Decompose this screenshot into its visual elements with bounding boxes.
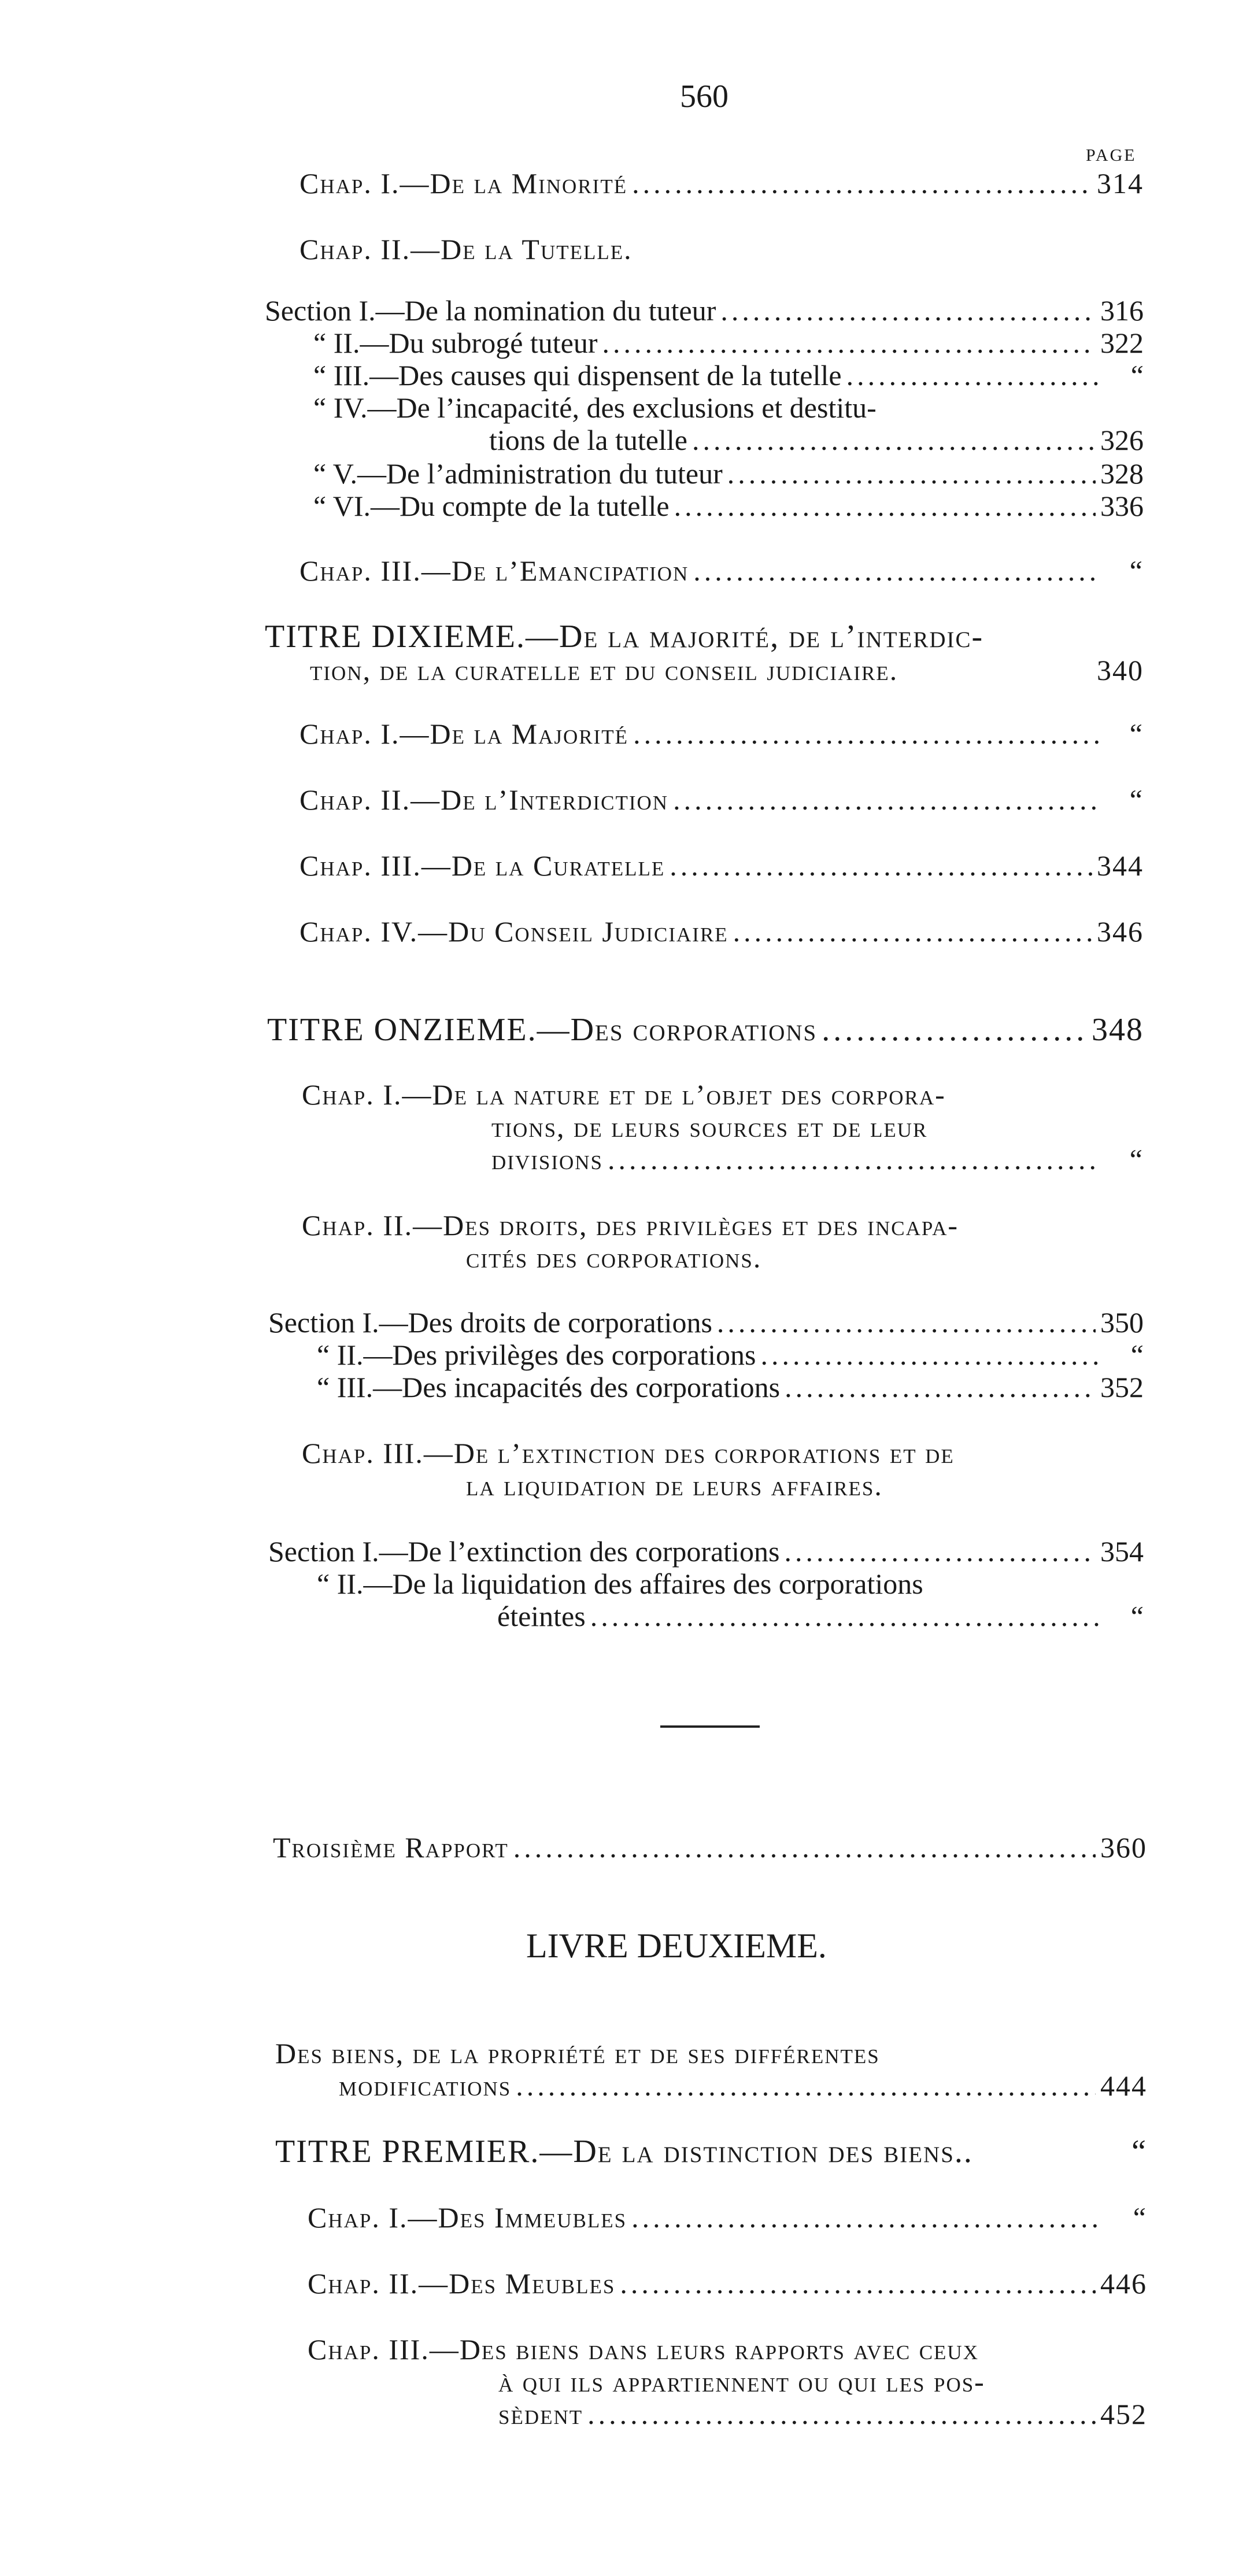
toc-entry-t11-section-5[interactable]: éteintes ..... “ xyxy=(497,1599,1144,1633)
section-divider-rule xyxy=(660,1725,760,1728)
toc-t11-chap2-line2: cités des corporations. xyxy=(466,1241,762,1274)
toc-entry-biens[interactable]: modifications ..... 444 xyxy=(339,2069,1147,2102)
toc-entry-chap1-minorite[interactable]: Chap. I.—De la Minorité ..... 314 xyxy=(299,167,1144,200)
toc-t11-chap3-line2: la liquidation de leurs affaires. xyxy=(466,1469,883,1502)
toc-entry-t10-chap1[interactable]: Chap. I.—De la Majorité ..... “ xyxy=(299,717,1144,751)
toc-t11-chap3-line1: Chap. III.—De l’extinction des corporations et de xyxy=(302,1437,955,1469)
toc-t11-chap1-line1: Chap. I.—De la nature et de l’objet des corpora- xyxy=(302,1078,946,1111)
toc-entry-t10-chap3[interactable]: Chap. III.—De la Curatelle ..... 344 xyxy=(299,849,1144,882)
livre-deuxieme-title: LIVRE DEUXIEME. xyxy=(526,1927,827,1965)
toc-entry-troisieme-rapport[interactable]: Troisième Rapport ..... 360 xyxy=(273,1831,1147,1864)
toc-biens-line1: Des biens, de la propriété et de ses différentes xyxy=(275,2037,880,2069)
toc-entry-section-5[interactable]: “ V.—De l’administration du tuteur ..... 328 xyxy=(313,457,1144,490)
page-number: 560 xyxy=(680,79,728,114)
toc-t11-chap2-line1: Chap. II.—Des droits, des privilèges et des incapa- xyxy=(302,1209,959,1241)
toc-entry-tp-chap2[interactable]: Chap. II.—Des Meubles ..... 446 xyxy=(308,2267,1147,2300)
toc-entry-chap3-emancipation[interactable]: Chap. III.—De l’Emancipation ..... “ xyxy=(299,554,1144,587)
toc-tp-chap3-line2: à qui ils appartiennent ou qui les pos- xyxy=(498,2366,985,2398)
toc-entry-section-1[interactable]: Section I.—De la nomination du tuteur ..... 316 xyxy=(265,294,1144,327)
toc-entry-tp-chap1[interactable]: Chap. I.—Des Immeubles ..... “ xyxy=(308,2201,1147,2234)
toc-t11-section-5-line1: “ II.—De la liquidation des affaires des corporations xyxy=(317,1568,923,1600)
toc-titre-onzieme[interactable]: TITRE ONZIEME.—Des corporations ..... 348 xyxy=(267,1013,1144,1047)
toc-entry-t10-chap2[interactable]: Chap. II.—De l’Interdiction ..... “ xyxy=(299,783,1144,816)
toc-titre-premier[interactable]: TITRE PREMIER.—De la distinction des biens.. “ xyxy=(275,2134,1147,2170)
toc-entry-section-2[interactable]: “ II.—Du subrogé tuteur ..... 322 xyxy=(313,326,1144,360)
toc-heading-chap2-tutelle: Chap. II.—De la Tutelle. xyxy=(299,233,633,265)
toc-entry-section-4-line1: “ IV.—De l’incapacité, des exclusions et destitu- xyxy=(313,391,877,424)
toc-entry-tp-chap3[interactable]: sèdent ..... 452 xyxy=(498,2397,1147,2431)
toc-entry-t10-chap4[interactable]: Chap. IV.—Du Conseil Judiciaire ..... 346 xyxy=(299,915,1144,948)
toc-entry-section-6[interactable]: “ VI.—Du compte de la tutelle ..... 336 xyxy=(313,489,1144,523)
toc-entry-t11-chap1[interactable]: divisions ..... “ xyxy=(491,1143,1144,1176)
toc-entry-t11-section-1[interactable]: Section I.—Des droits de corporations ..... 350 xyxy=(268,1306,1144,1339)
page-ref: 314 xyxy=(1097,167,1144,199)
toc-entry-t11-section-3[interactable]: “ III.—Des incapacités des corporations ..... 352 xyxy=(317,1370,1144,1404)
toc-entry-section-3[interactable]: “ III.—Des causes qui dispensent de la tutelle ..... “ xyxy=(313,359,1144,392)
toc-entry-t11-section-4[interactable]: Section I.—De l’extinction des corporations ..... 354 xyxy=(268,1535,1144,1568)
toc-titre-dixieme[interactable]: tion, de la curatelle et du conseil judiciaire. 340 xyxy=(310,654,1144,686)
toc-t11-chap1-line2: tions, de leurs sources et de leur xyxy=(491,1111,928,1143)
toc-entry-t11-section-2[interactable]: “ II.—Des privilèges des corporations ..... “ xyxy=(317,1338,1144,1372)
toc-entry-section-4[interactable]: tions de la tutelle ..... 326 xyxy=(489,423,1144,457)
page-column-header: PAGE xyxy=(1086,146,1137,165)
toc-titre-dixieme-line1: TITRE DIXIEME.—De la majorité, de l’interdic- xyxy=(265,619,984,655)
toc-tp-chap3-line1: Chap. III.—Des biens dans leurs rapports avec ceux xyxy=(308,2333,979,2366)
